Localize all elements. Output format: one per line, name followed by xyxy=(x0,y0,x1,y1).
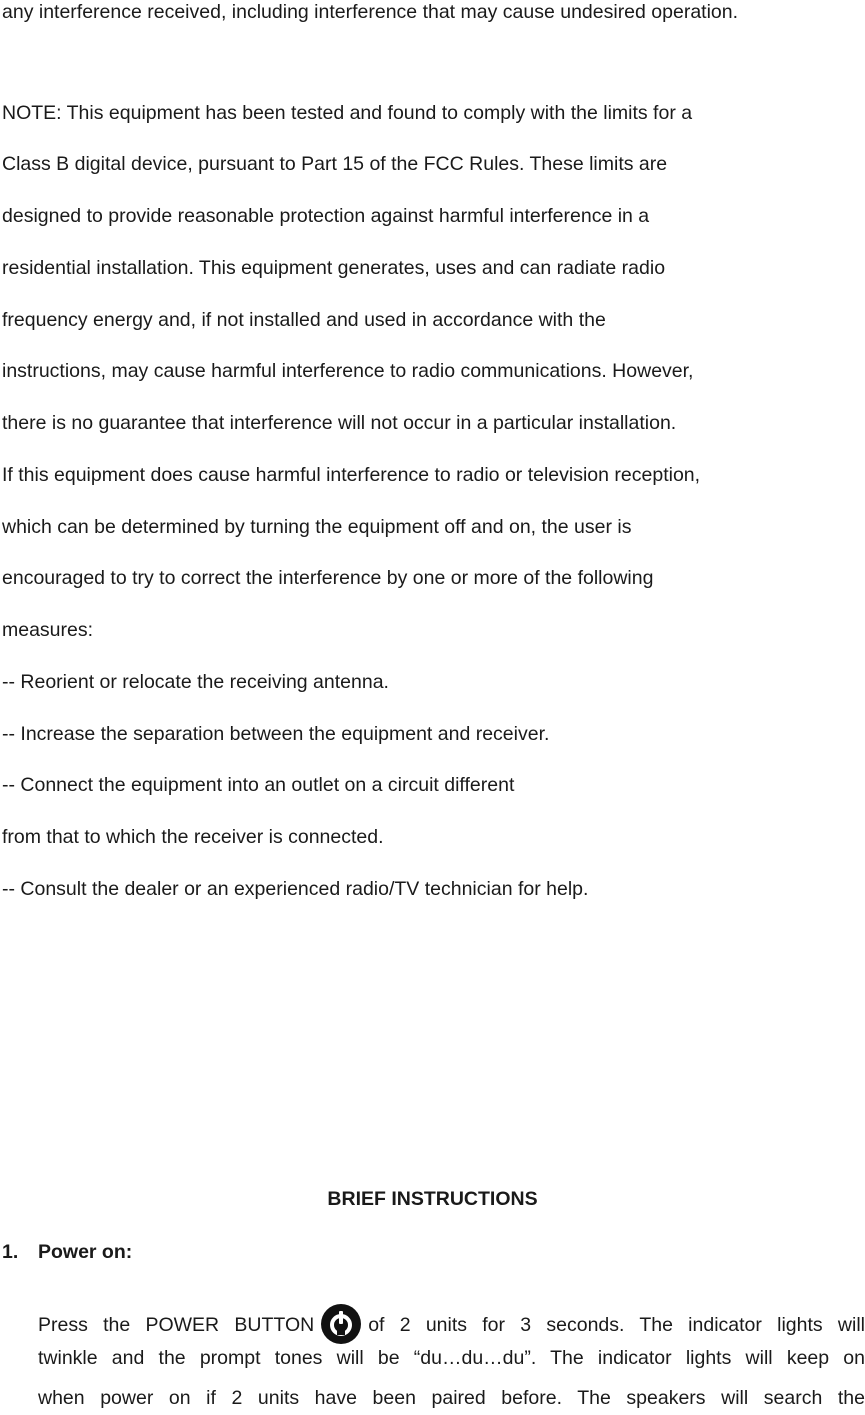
fcc-measure: -- Reorient or relocate the receiving antenna. xyxy=(2,671,389,693)
fcc-line: NOTE: This equipment has been tested and found to comply with the limits for a xyxy=(2,102,693,124)
fcc-line: encouraged to try to correct the interference by one or more of the following xyxy=(2,567,654,589)
fcc-measure: from that to which the receiver is connected. xyxy=(2,826,384,848)
step-text-after-icon: of 2 units for 3 seconds. The indicator lights will xyxy=(368,1314,865,1336)
step-number: 1. xyxy=(2,1241,19,1263)
fcc-line: frequency energy and, if not installed and used in accordance with the xyxy=(2,309,606,331)
fcc-line: which can be determined by turning the equipment off and on, the user is xyxy=(2,516,632,538)
fcc-line: any interference received, including interference that may cause undesired operation. xyxy=(2,1,739,23)
section-heading: BRIEF INSTRUCTIONS xyxy=(327,1188,538,1210)
fcc-line: residential installation. This equipment generates, uses and can radiate radio xyxy=(2,257,666,279)
fcc-line: measures: xyxy=(2,619,94,641)
fcc-line: If this equipment does cause harmful interference to radio or television reception, xyxy=(2,464,701,486)
step-title xyxy=(2,1240,132,1264)
step-paragraph-line: twinkle and the prompt tones will be “du…du…du”. The indicator lights will keep on xyxy=(38,1347,865,1369)
step-paragraph-line xyxy=(38,1303,865,1345)
step-title-text: Power on: xyxy=(38,1241,133,1263)
fcc-line: there is no guarantee that interference will not occur in a particular installation. xyxy=(2,412,677,434)
fcc-line: instructions, may cause harmful interference to radio communications. However, xyxy=(2,360,694,382)
fcc-measure: -- Consult the dealer or an experienced radio/TV technician for help. xyxy=(2,878,589,900)
fcc-measure: -- Connect the equipment into an outlet on a circuit different xyxy=(2,774,515,796)
fcc-line: designed to provide reasonable protection against harmful interference in a xyxy=(2,205,650,227)
fcc-measure: -- Increase the separation between the equipment and receiver. xyxy=(2,723,550,745)
step-text-before-icon: Press the POWER BUTTON xyxy=(38,1314,315,1336)
power-button-icon xyxy=(320,1303,362,1345)
step-paragraph-line: when power on if 2 units have been paired before. The speakers will search the xyxy=(38,1387,865,1409)
fcc-line: Class B digital device, pursuant to Part 15 of the FCC Rules. These limits are xyxy=(2,153,668,175)
